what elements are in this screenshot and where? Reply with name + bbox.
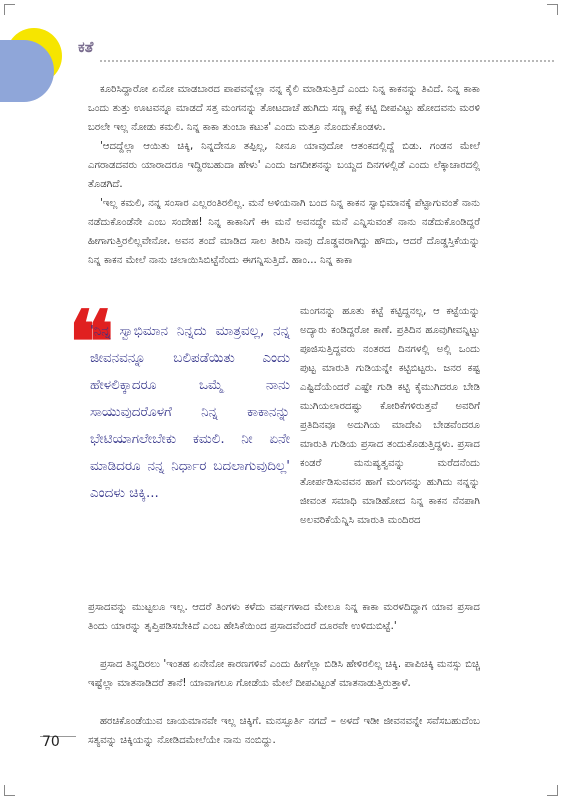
header-dotted-rule — [100, 60, 554, 62]
blue-circle-decoration — [0, 40, 54, 102]
paragraph-2: 'ಆದದ್ದೆಲ್ಲಾ ಆಯಿತು ಚಿಕ್ಕಿ, ನಿನ್ನದೇನೂ ತಪ್ಪಿಲ್ಲ, ನೀನೂ ಯಾವುದೋ ಆತಂಕದಲ್ಲಿದ್ದೆ ಬಿಡು. ಗಂಡನ ಮೇಲೆ ಎಗರಾಡದವರು ಯಾರಾದರೂ ಇದ್ದಿರಬಹುದಾ ಹೇಳು' ಎಂದು ಜಗದೀಶನನ್ನು ಬಯ್ದದ ದಿನಗಳಲ್ಲಿಡೆ ಎಂದು ಲೆಕ್ಕಾಚಾರದಲ್ಲಿ ತೊಡಗಿದೆ. — [88, 141, 480, 190]
pull-quote: 'ನಿನ್ನ ಸ್ವಾಭಿಮಾನ ನಿನ್ನದು ಮಾತ್ರವಲ್ಲ, ನನ್ನ ಜೀವನವನ್ನೂ ಬಲಿಪಡೆಯಿತು ಎಂದು ಹೇಳಲಿಕ್ಕಾದರೂ ಒಮ್ಮೆ ನಾನು ಸಾಯುವುದರೊಳಗೆ ನಿನ್ನ ಕಾಕಾನನ್ನು ಭೇಟಿಯಾಗಲೇಬೇಕು ಕಮಲಿ. ನೀ ಏನೇ ಮಾಡಿದರೂ ನನ್ನ ನಿರ್ಧಾರ ಬದಲಾಗುವುದಿಲ್ಲ' ಎಂದಳು ಚಿಕ್ಕಿ... — [90, 323, 290, 501]
page-number: 70 — [42, 734, 60, 750]
paragraph-1: ಕೂರಿಸಿದ್ದಾರೋ ಏನೋ ಮಾಡಬಾರದ ಪಾಪವನ್ನೆಲ್ಲಾ ನನ್ನ ಕೈಲಿ ಮಾಡಿಸುತ್ತಿದೆ ಎಂದು ನಿನ್ನ ಕಾಕನನ್ನು ತಿವಿದೆ. ನಿನ್ನ ಕಾಕಾ ಒಂದು ತುತ್ತು ಊಟವನ್ನೂ ಮಾಡದೆ ಸತ್ತ ಮಂಗನನ್ನು ತೋಟದಾಚೆ ಹುಗಿದು ಸಣ್ಣ ಕಟ್ಟೆ ಕಟ್ಟಿ ದೀಪವಿಟ್ಟು ಹೋದವನು ಮರಳಿ ಬರಲೇ ಇಲ್ಲ ನೋಡು ಕಮಲಿ. ನಿನ್ನ ಕಾಕಾ ತುಂಬಾ ಕಟುಕ' ಎಂದು ಮತ್ತೂ ನೊಂದುಕೊಂಡಳು. — [88, 84, 480, 133]
crop-mark-top-right — [547, 4, 558, 15]
paragraph-4: ಪ್ರಸಾದವನ್ನು ಮುಟ್ಟಲೂ ಇಲ್ಲ. ಆದರೆ ತಿಂಗಳು ಕಳೆದು ವರ್ಷಗಳಾದ ಮೇಲೂ ನಿನ್ನ ಕಾಕಾ ಮರಳದಿದ್ದಾಗ ಯಾವ ಪ್ರಸಾದ ತಿಂದು ಯಾರನ್ನು ತೃಪ್ತಿಪಡಿಸಬೇಕಿದೆ ಎಂಬ ಹೇಸಿಕೆಯಿಂದ ಪ್ರಸಾದವೆಂದರೆ ದೂರವೇ ಉಳಿದುಬಿಟ್ಟೆ.' — [88, 602, 480, 632]
quote-mark-icon: ❝ — [68, 292, 115, 393]
paragraph-5: ಪ್ರಸಾದ ತಿನ್ನದಿರಲು 'ಇಂತಹ ಏನೇನೋ ಕಾರಣಗಳಿವೆ ಎಂದು ಹೀಗೆಲ್ಲಾ ಬಿಡಿಸಿ ಹೇಳಿರಲಿಲ್ಲ ಚಿಕ್ಕಿ. ಪಾಪಿಚಿಕ್ಕಿ ಮನಸ್ಸು ಬಿಚ್ಚಿ ಇಷ್ಟೆಲ್ಲಾ ಮಾತನಾಡಿದರೆ ತಾನೆ! ಯಾವಾಗಲೂ ಗೋಡೆಯ ಮೇಲೆ ದೀಪವಿಟ್ಟಂತೆ ಮಾತನಾಡುತ್ತಿರುತ್ತಾಳೆ. — [88, 659, 480, 689]
paragraph-6: ಹರಚಿಕೊಂಡೆಯುವ ಚಾಯಮಾನವೇ ಇಲ್ಲ ಚಿಕ್ಕಿಗೆ. ಮನಸ್ಪೂರ್ತಿ ನಗದೆ – ಅಳದೆ ಇಡೀ ಜೀವನವನ್ನೇ ಸವೆಸಬಹುದೆಂಬ ಸತ್ಯವನ್ನು ಚಿಕ್ಕಿಯನ್ನು ನೋಡಿದಮೇಲೆಯೇ ನಾನು ನಂಬಿದ್ದು. — [88, 716, 480, 746]
crop-mark-bottom-left — [4, 785, 15, 796]
crop-mark-top-left — [4, 4, 15, 15]
side-column-text: ಮಂಗನನ್ನು ಹೂತು ಕಟ್ಟೆ ಕಟ್ಟಿದ್ದನಲ್ಲ, ಆ ಕಟ್ಟೆಯನ್ನು ಅದ್ಯಾರು ಕಂಡಿದ್ದರೋ ಕಾಣೆ. ಪ್ರತಿದಿನ ಹೂವುಗೀವನ್ನಿಟ್ಟು ಪೂಜಿಸುತ್ತಿದ್ದವರು ನಂತರದ ದಿನಗಳಲ್ಲಿ ಅಲ್ಲಿ ಒಂದು ಪುಟ್ಟ ಮಾರುತಿ ಗುಡಿಯನ್ನೇ ಕಟ್ಟಿಬಿಟ್ಟರು. ಜನರ ಕಷ್ಟ ಎಷ್ಟಿದೆಯೆಂದರೆ ಎಷ್ಟೇ ಗುಡಿ ಕಟ್ಟಿ ಕೈಮುಗಿದರೂ ಬೇಡಿ ಮುಗಿಯಲಾರದಷ್ಟು ಕೋರಿಕೆಗಳಿರುತ್ತವೆ ಅವರಿಗೆ ಪ್ರತಿದಿನವೂ ಅದುಗಿಯ ಮಾದೇವಿ ಬೇಡವೆಂದರೂ ಮಾರುತಿ ಗುಡಿಯ ಪ್ರಸಾದ ತಂದುಕೊಡುತ್ತಿದ್ದಳು. ಪ್ರಸಾದ ಕಂಡರೆ ಮನುಷ್ಯತ್ವವನ್ನು ಮರೆದನೆಂದು ತೋರ್ಪಡಿಸುವವನ ಹಾಗೆ ಮಂಗನನ್ನು ಹುಗಿದು ನನ್ನನ್ನು ಜೀವಂತ ಸಮಾಧಿ ಮಾಡಿಹೋದ ನಿನ್ನ ಕಾಕನ ನೆನಪಾಗಿ ಅಲವರಿಕೆಯೆನ್ನಿಸಿ ಮಾರುತಿ ಮಂದಿರದ — [300, 306, 480, 526]
crop-mark-bottom-right — [547, 785, 558, 796]
section-label: ಕತೆ — [78, 38, 94, 56]
paragraph-3: 'ಇಲ್ಲ ಕಮಲಿ, ನನ್ನ ಸಂಸಾರ ಎಲ್ಲರಂತಿರಲಿಲ್ಲ. ಮನೆ ಅಳಿಯನಾಗಿ ಬಂದ ನಿನ್ನ ಕಾಕನ ಸ್ವಾಭಿಮಾನಕ್ಕೆ ಪೆಟ್ಟಾಗುವಂತೆ ನಾನು ನಡೆದುಕೊಂಡೆನೇ ಎಂಬ ಸಂದೇಹ! ನಿನ್ನ ಕಾಕಾನಿಗೆ ಈ ಮನೆ ಅವನದ್ದೇ ಮನೆ ಎನ್ನಿಸುವಂತೆ ನಾನು ನಡೆದುಕೊಂಡಿದ್ದರೆ ಹೀಗಾಗುತ್ತಿರಲಿಲ್ಲವೇನೋ. ಅವನ ತಂದೆ ಮಾಡಿದ ಸಾಲ ತೀರಿಸಿ ನಾವು ದೊಡ್ಡವರಾಗಿದ್ದು ಹೌದು, ಆದರೆ ದೊಡ್ಡಸ್ತಿಕೆಯನ್ನು ನಿನ್ನ ಕಾಕನ ಮೇಲೆ ನಾನು ಚಲಾಯಿಸಿಬಿಟ್ಟೆನೆಂದು ಈಗನ್ನಿಸುತ್ತಿದೆ. ಹಾಂ... ನಿನ್ನ ಕಾಕಾ — [88, 198, 480, 266]
